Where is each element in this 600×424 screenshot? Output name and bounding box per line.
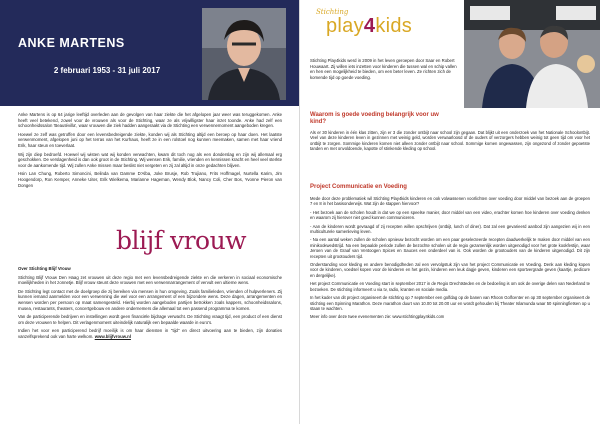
paragraph: - Het bezoek aan de scholen houdt in dat we op een speelse manier, door middel van een video, erachter komen hoe kinderen over voeding denken en waarom zij hierover niet goed kunnen communiceren. [310,209,590,221]
founders-photo-image [464,0,600,108]
portrait-photo-image [202,8,286,100]
section-title: Over Stichting Blijf Vrouw [18,266,71,271]
signatories: Hsin Lan Chung, Roberto Simoncini, Belinda van Damme D'Alba, Joke Brusje, Rob Trujiano, Frits Hoffmagel, Nurtella Karim, Jim Hoogendorp, Ron Kemper, Anneke Uiter, Erik Wielkema, Marianne Hageman, Wendy Blok, Nancy Coli, Cher Bos, Yvonne Pieron van Dongen [18,171,282,188]
body-section-2 [310,196,590,323]
blijfvrouw-link[interactable]: www.blijfvrouw.nl [94,333,131,339]
paragraph: Mede door deze problematiek wil Stichting Play4kids kinderen en ook volwassenen voorlichten over voeding door middel van bezoek aan de groepen 7 en 8 in het basisonderwijs. Wat zijn de stappen hiervoor? [310,196,590,207]
body-section-1 [310,130,590,155]
heading-voeding-belangrijk: Waarom is goede voeding belangrijk voor uw kind? [310,112,439,125]
obituary-text [18,112,282,191]
play4kids-logo [312,6,430,46]
paragraph: Onderstanding voor kleding en andere benodigdheden zal een vervolgstuk zijn van het project Communicatie en Voeding. Denk aan kleding kopen voor de kinderen, voedsel kopen voor de kinderen en het gezin, kinderen een leuk dagje geven, kinderen een sportvergrade geven (kaartje, pedicure en dergelijke). [310,262,590,278]
paragraph: De Stichting legt contact met de doelgroep die zij bereiken via mensen in hun omgeving. Zoals familieleden, vrienden of hulpverleners. Zij kunnen iemand aanmelden voor een verwenning die wel voor een arrangement of een bijzondere wens. Deze dagen, arrangementen en wensen worden per persoon op maat samengesteld. Hierbij worden aangeboden partijen betrokken zoals kappers, schoonheidssalons, musea, restaurants, theaters, concertgebouw en andere ondernemers die allemaal tot een passend programma te komen. [18,288,282,311]
heading-project: Project Communicatie en Voeding [310,184,407,190]
logo-small-text: Stichting [316,8,349,16]
page-title: ANKE MARTENS [18,36,125,50]
paragraph: Hoewel ze zelf was getroffen door een levensbedreigende ziekte, konden wij als Stichting altijd een beroep op haar doen. Het laatste verwenmoment, afgelopen juni op het terras van het Kurhaus, heeft ze in een rolstoel nog kunnen meemaken, samen met haar vriend Erik, haar steun en toeverlaat. [18,131,282,148]
events-link-text: Meer info over deze twee evenementen zie: www.stichtingplay4kids.com [310,314,445,320]
logo-part-kids: kids [375,15,413,37]
founders-photo [464,0,600,108]
paragraph [18,328,282,339]
right-page [300,0,600,424]
paragraph: Het project Communicatie en Voeding start in september 2017 in de Regio Drechtsteden en de bedoeling is om ook de overige delen van Nederland te bezoeken. De stichting informeert u via tv, radio, kranten en sociale media. [310,281,590,292]
paragraph: Van de participerende bedrijven en instellingen wordt geen financiële bijdrage verwacht. De Stichting vraagt tijd, een product of een dienst om deze vrouwen te helpen. Dit verlagenmoment uiteindelijk naturalijk een bepaalde waarde in euro's. [18,314,282,325]
paragraph: Stichting Blijf Vrouw Den Haag zet vrouwen uit deze regio met een levensbedreigende ziekte en die verkeren in sociaal economische moeilijkheden in het zonnetje. Blijf vrouw steunt deze vrouwen met een verwennarrangement of vervult een ultieme wens. [18,274,282,286]
paragraph: In het kader van dit project organiseert de stichting op 7 september een golfdag op de banen van Rhoon Golfcenter en op 30 september organiseert de stichting een Spinning Marathon. Deze marathon duurt van 10.00 tot 20.00 uur en wordt gehouden bij Theater Islamunda waar 50 spinningfietsen op u staan te wachten. [310,295,590,311]
about-blijf-vrouw [18,266,282,343]
logo-wordmark [326,15,412,38]
life-dates: 2 februari 1953 - 31 juli 2017 [53,66,161,75]
paragraph: - Na een aantal weken zullen de scholen opnieuw bezocht worden om een paar geselecteerde recepten daadwerkelijk te maken door middel van een minikookwedstrijd. Na een bepaalde periode zullen de bezochte scholen uit de regio gezamenlijk worden uitgenodigd voor het grote kookfestijn, waar Jeroen van de Graaf van Ventoogen Spices en Sauces een onderdeel van is. Ook worden de grootouders van de kinderen uitgenodigd. Dit zijn recepten uit grootouders tijd. [310,237,590,259]
portrait-photo [202,8,286,100]
intro-text [310,58,460,80]
blijf-vrouw-logo [116,226,276,260]
paragraph: Wij zijn diep bedroefd. Hoewel wij wisten wat wij konden verwachten, kwam dit toch nog als een donderslag en zijn wij allemaal erg geschokken. De verslagenheid is dan ook groot in de Stichting. Wij wensen Erik, familie, vrienden en kennissen kracht en heel veel sterkte voor de aankomende tijd. Wij zullen Anke missen maar beslist niet vergeten en zij zal altijd in onze gedachten blijven. [18,151,282,168]
paragraph: - Aan de kinderen wordt gevraagd of zij recepten willen opschrijven (ontbijt, lunch of diner). Dat zal een gevarieerd aanbod zijn aangezien wij in een multiculturele samenleving leven. [310,223,590,235]
donation-text: Indien het voor een participerend bedrijf moeilijk is om haar diensten in "tijd" en direct uitvoering aan te bieden, zijn donaties vanzelfsprekend ook van harte welkom. [18,328,282,339]
logo-part-play: play [326,15,364,37]
logo-wordmark: blijf vrouw [116,226,247,255]
paragraph: Stichting Play4kids werd in 2009 in het leven geroepen door Saar en Robert Houwaart. Zij willen iets inzetten voor kinderen die tussen wal en schip vallen en hen een mogelijkheid te bieden, om een beter leven. Ze richten zich de komende tijd op goede voeding. [310,58,457,80]
header-band [0,0,300,106]
paragraph: Anke Martens is op 64 jarige leeftijd overleden aan de gevolgen van haar ziekte die het afgelopen jaar weer was teruggekomen. Anke heeft veel betekend, zowel voor de vrouwen als voor de Stichting, waar ze als vrijwilligster haar inzet toonde. Anke had zelf een schoonheidssalon 'Beautévilla', waar vrouwen die ziek hadden aangeraakt via de Stichting een verwennemoment aangeboden kregen. [18,112,282,129]
logo-part-4: 4 [363,15,376,37]
paragraph: Als er 30 kinderen in één klas zitten, zijn er 3 die zonder ontbijt naar school zijn gegaan. Dat blijkt uit een onderzoek van het Nationale Schoolontbijt. Veel van deze kinderen leven in gezinnen met weinig geld, worden verwaarloosd of de ouders of verzorgers hebben weinig tot geen tijd om voor het ontbijt te zorgen. Sommige kinderen komen niet alleen zonder ontbijt naar school. Sommige komen ongewassen, zijn ongezond of zonder gepoetste tanden en met onvoldoende, kapotte of stinkende kleding op school. [310,130,590,152]
